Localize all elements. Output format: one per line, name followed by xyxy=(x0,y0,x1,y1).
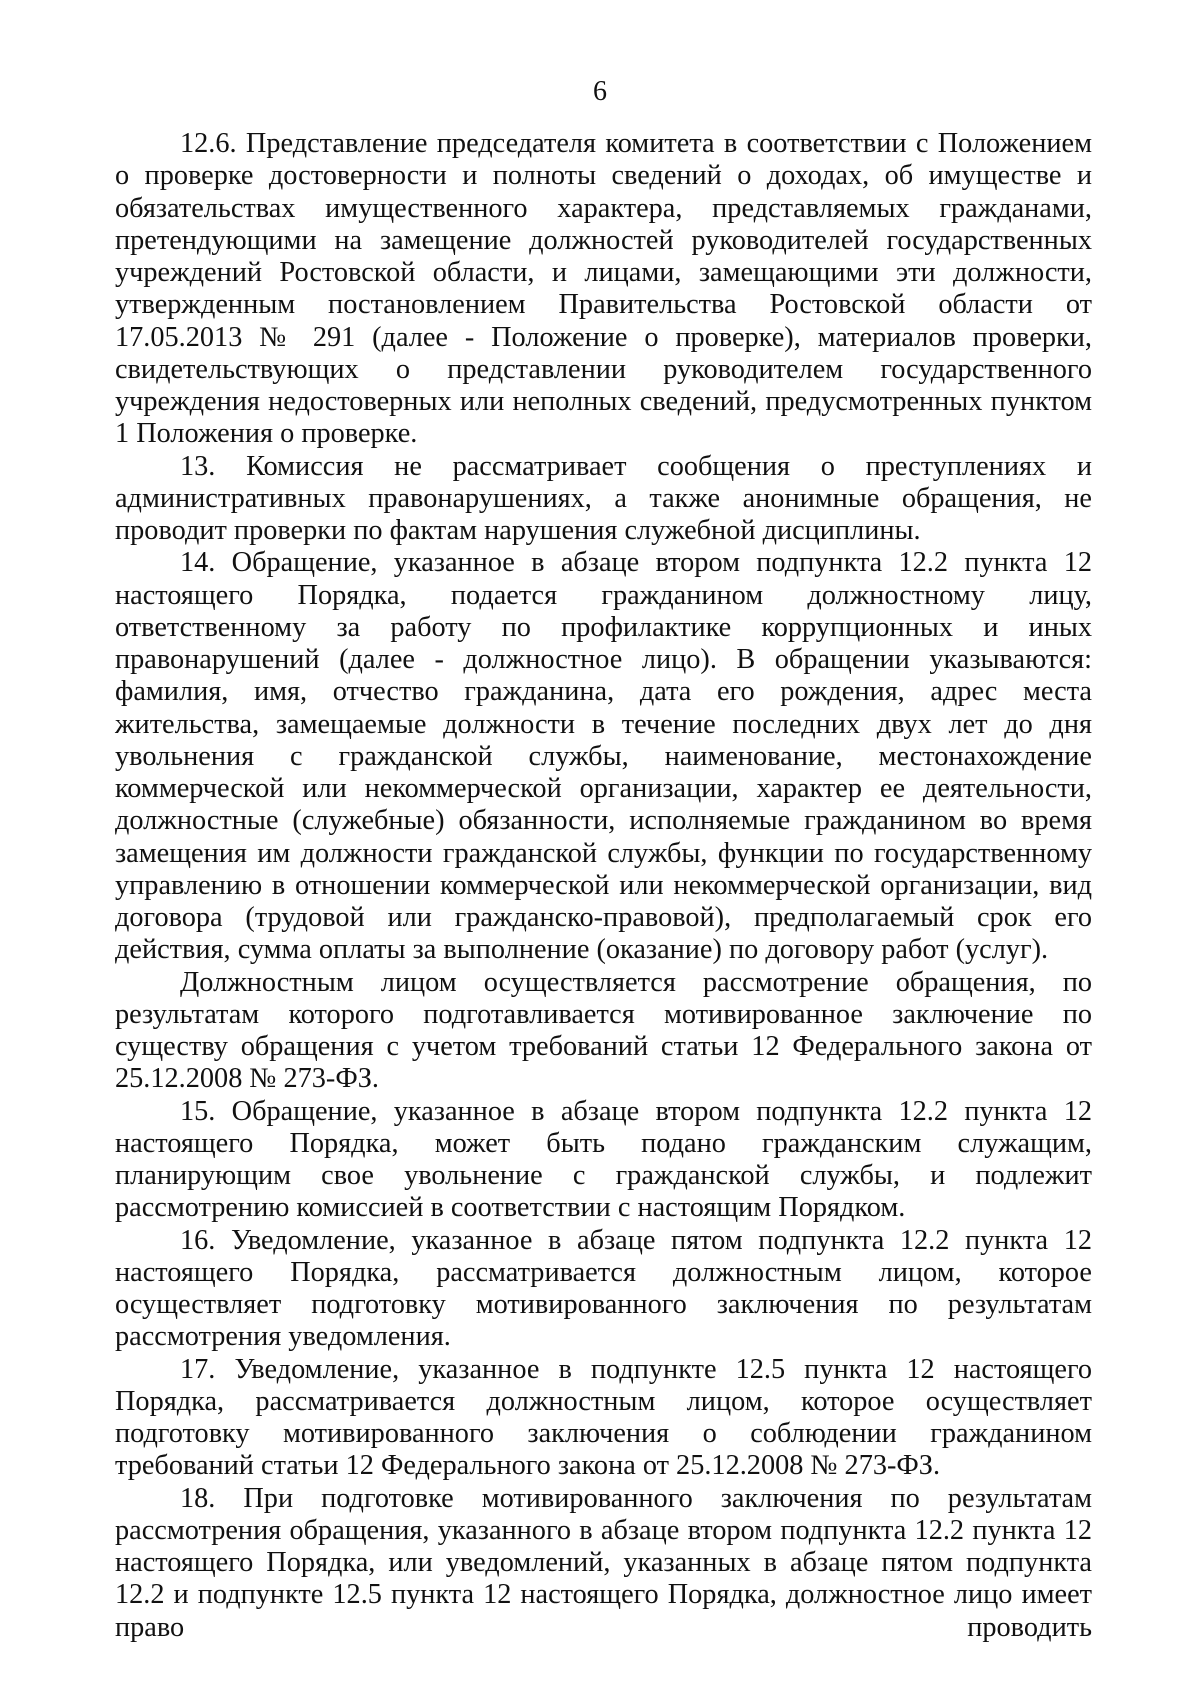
paragraph-13: 13. Комиссия не рассматривает сообщения о преступлениях и административных правонарушениях, а также анонимные обращения, не проводит проверки по фактам нарушения служебной дисциплины. xyxy=(115,450,1092,546)
paragraph-18: 18. При подготовке мотивированного заключения по результатам рассмотрения обращения, указанного в абзаце втором подпункта 12.2 пункта 12 настоящего Порядка, или уведомлений, указанных в абзаце пятом подпункта 12.2 и подпункте 12.5 пункта 12 настоящего Порядка, должностное лицо имеет право проводить xyxy=(115,1482,1092,1643)
paragraph-16: 16. Уведомление, указанное в абзаце пятом подпункта 12.2 пункта 12 настоящего Порядка, рассматривается должностным лицом, которое осуществляет подготовку мотивированного заключения по результатам рассмотрения уведомления. xyxy=(115,1224,1092,1353)
paragraph-15: 15. Обращение, указанное в абзаце втором подпункта 12.2 пункта 12 настоящего Порядка, может быть подано гражданским служащим, планирующим свое увольнение с гражданской службы, и подлежит рассмотрению комиссией в соответствии с настоящим Порядком. xyxy=(115,1095,1092,1224)
paragraph-12-6: 12.6. Представление председателя комитета в соответствии с Положением о проверке достоверности и полноты сведений о доходах, об имуществе и обязательствах имущественного характера, представляемых гражданами, претендующими на замещение должностей руководителей государственных учреждений Ростовской области, и лицами, замещающими эти должности, утвержденным постановлением Правительства Ростовской области от 17.05.2013 № 291 (далее - Положение о проверке), материалов проверки, свидетельствующих о представлении руководителем государственного учреждения недостоверных или неполных сведений, предусмотренных пунктом 1 Положения о проверке. xyxy=(115,128,1092,450)
paragraph-17: 17. Уведомление, указанное в подпункте 12.5 пункта 12 настоящего Порядка, рассматривается должностным лицом, которое осуществляет подготовку мотивированного заключения о соблюдении гражданином требований статьи 12 Федерального закона от 25.12.2008 № 273-ФЗ. xyxy=(115,1353,1092,1482)
document-body xyxy=(115,128,1092,1644)
paragraph-14: 14. Обращение, указанное в абзаце втором подпункта 12.2 пункта 12 настоящего Порядка, подается гражданином должностному лицу, ответственному за работу по профилактике коррупционных и иных правонарушений (далее - должностное лицо). В обращении указываются: фамилия, имя, отчество гражданина, дата его рождения, адрес места жительства, замещаемые должности в течение последних двух лет до дня увольнения с гражданской службы, наименование, местонахождение коммерческой или некоммерческой организации, характер ее деятельности, должностные (служебные) обязанности, исполняемые гражданином во время замещения им должности гражданской службы, функции по государственному управлению в отношении коммерческой или некоммерческой организации, вид договора (трудовой или гражданско-правовой), предполагаемый срок его действия, сумма оплаты за выполнение (оказание) по договору работ (услуг). xyxy=(115,547,1092,966)
page-number: 6 xyxy=(593,76,607,107)
paragraph-14-conclusion: Должностным лицом осуществляется рассмотрение обращения, по результатам которого подготавливается мотивированное заключение по существу обращения с учетом требований статьи 12 Федерального закона от 25.12.2008 № 273-ФЗ. xyxy=(115,966,1092,1095)
